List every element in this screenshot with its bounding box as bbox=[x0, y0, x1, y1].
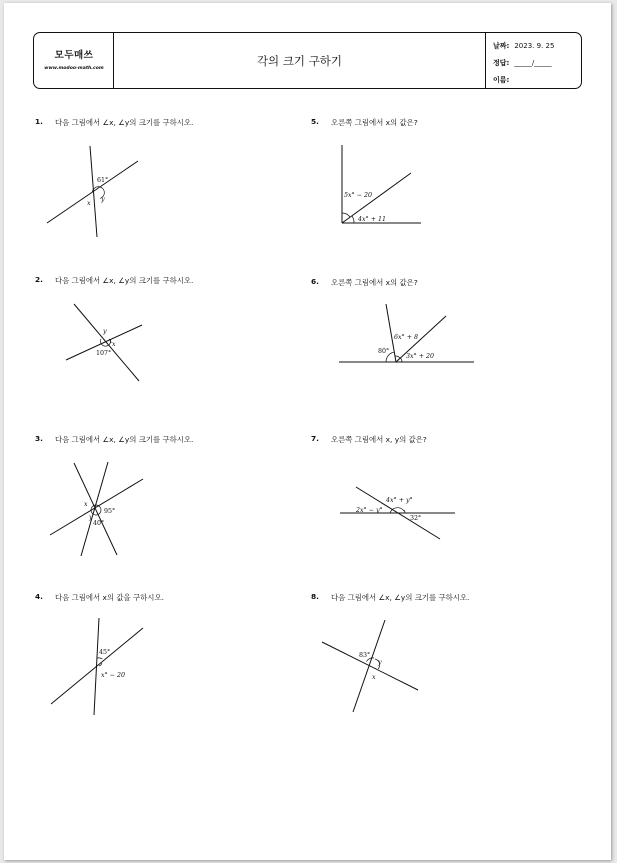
problem-text: 오른쪽 그림에서 x, y의 값은? bbox=[331, 435, 427, 444]
worksheet-title: 각의 크기 구하기 bbox=[256, 54, 343, 68]
problem-text: 다음 그림에서 ∠x, ∠y의 크기를 구하시오. bbox=[55, 118, 194, 127]
answer-row bbox=[493, 58, 552, 68]
angle-label-32: 32° bbox=[410, 515, 422, 522]
angle-label-x: x bbox=[112, 341, 116, 348]
answer-blank[interactable]: _____/_____ bbox=[514, 59, 552, 67]
figure-3 bbox=[44, 458, 154, 563]
problem-text: 오른쪽 그림에서 x의 값은? bbox=[331, 118, 418, 127]
problem-number: 4. bbox=[35, 592, 43, 601]
problem-number: 3. bbox=[35, 434, 43, 443]
angle-label-y: y bbox=[101, 196, 105, 203]
angle-label-83: 83° bbox=[359, 652, 371, 659]
angle-label-x: x bbox=[84, 501, 88, 508]
angle-label-y: y bbox=[103, 328, 107, 335]
answer-label: 정답: bbox=[493, 59, 510, 67]
name-label: 이름: bbox=[493, 76, 510, 84]
figure-8 bbox=[318, 616, 428, 716]
meta-box bbox=[485, 33, 582, 88]
angle-label-upper: 4x° + y° bbox=[386, 497, 413, 504]
problem-text: 오른쪽 그림에서 x의 값은? bbox=[331, 278, 418, 287]
angle-label-80: 80° bbox=[378, 348, 390, 355]
angle-label-y: y bbox=[89, 514, 93, 521]
angle-label-expr: x° − 20 bbox=[101, 672, 125, 679]
name-row bbox=[493, 75, 509, 85]
date-row bbox=[493, 41, 554, 51]
angle-label-y: y bbox=[378, 659, 382, 666]
logo-box bbox=[34, 33, 114, 88]
angle-label-61: 61° bbox=[97, 177, 109, 184]
date-value: 2023. 9. 25 bbox=[514, 42, 555, 50]
date-label: 날짜: bbox=[493, 42, 510, 50]
logo-url: www.modoo-math.com bbox=[44, 66, 104, 71]
figure-7 bbox=[334, 473, 464, 548]
figure-1 bbox=[40, 141, 150, 241]
problem-text: 다음 그림에서 ∠x, ∠y의 크기를 구하시오. bbox=[55, 276, 194, 285]
angle-label-45: 45° bbox=[99, 649, 111, 656]
worksheet-header bbox=[33, 32, 582, 89]
problem-number: 2. bbox=[35, 275, 43, 284]
angle-label-40: 40° bbox=[93, 520, 105, 527]
problem-text: 다음 그림에서 ∠x, ∠y의 크기를 구하시오. bbox=[55, 435, 194, 444]
angle-label-6x: 6x° + 8 bbox=[394, 334, 418, 341]
angle-label-left: 2x° − y° bbox=[356, 507, 383, 514]
angle-label-lower: 4x° + 11 bbox=[358, 216, 386, 223]
angle-label-upper: 5x° − 20 bbox=[344, 192, 372, 199]
angle-label-x: x bbox=[372, 674, 376, 681]
figure-6 bbox=[334, 298, 479, 373]
worksheet-page bbox=[4, 3, 611, 860]
figure-4 bbox=[44, 615, 154, 715]
problem-number: 8. bbox=[311, 592, 319, 601]
problem-number: 1. bbox=[35, 117, 43, 126]
angle-label-3x: 3x° + 20 bbox=[406, 353, 434, 360]
problem-number: 6. bbox=[311, 277, 319, 286]
angle-label-x: x bbox=[87, 200, 91, 207]
angle-label-95: 95° bbox=[104, 508, 116, 515]
angle-label-107: 107° bbox=[96, 350, 112, 357]
problem-text: 다음 그림에서 x의 값을 구하시오. bbox=[55, 593, 164, 602]
problem-number: 5. bbox=[311, 117, 319, 126]
problem-number: 7. bbox=[311, 434, 319, 443]
logo-title: 모두매쓰 bbox=[54, 50, 94, 61]
figure-5 bbox=[334, 143, 434, 233]
figure-2 bbox=[54, 295, 154, 385]
problem-text: 다음 그림에서 ∠x, ∠y의 크기를 구하시오. bbox=[331, 593, 470, 602]
